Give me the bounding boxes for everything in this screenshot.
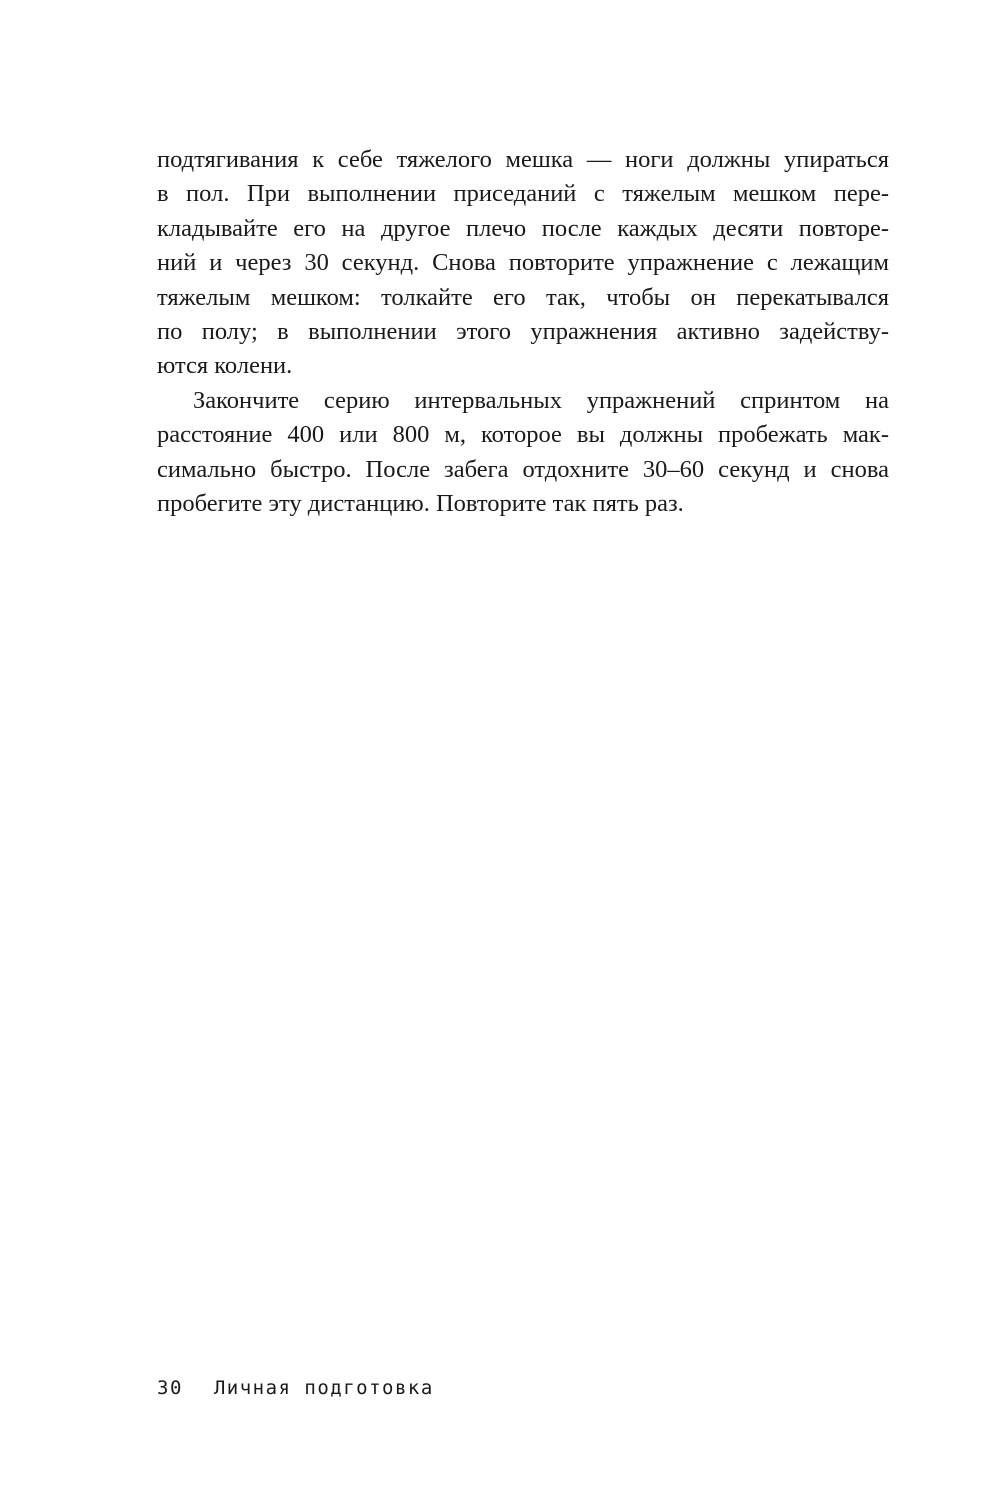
text-line: по полу; в выполнении этого упражнения активно задейству-	[157, 318, 889, 346]
page-number: 30	[157, 1377, 183, 1399]
text-line: ний и через 30 секунд. Снова повторите упражнение с лежащим	[157, 249, 889, 277]
text-line: Закончите серию интервальных упражнений спринтом на	[193, 386, 889, 414]
text-line: пробегите эту дистанцию. Повторите так пять раз.	[157, 490, 684, 518]
text-line: расстояние 400 или 800 м, которое вы должны пробежать мак-	[157, 421, 889, 449]
paragraph-1	[157, 143, 889, 384]
text-line: симально быстро. После забега отдохните 30–60 секунд и снова	[157, 455, 889, 483]
page-footer	[157, 1377, 434, 1399]
text-line: в пол. При выполнении приседаний с тяжелым мешком пере-	[157, 180, 889, 208]
page-body	[157, 143, 889, 521]
text-line: подтягивания к себе тяжелого мешка — ноги должны упираться	[157, 146, 889, 173]
text-line: тяжелым мешком: толкайте его так, чтобы он перекатывался	[157, 283, 889, 311]
paragraph-2	[157, 384, 889, 522]
text-line: ются колени.	[157, 352, 293, 380]
running-footer-title: Личная подготовка	[213, 1377, 434, 1399]
text-line: кладывайте его на другое плечо после каждых десяти повторе-	[157, 214, 889, 242]
